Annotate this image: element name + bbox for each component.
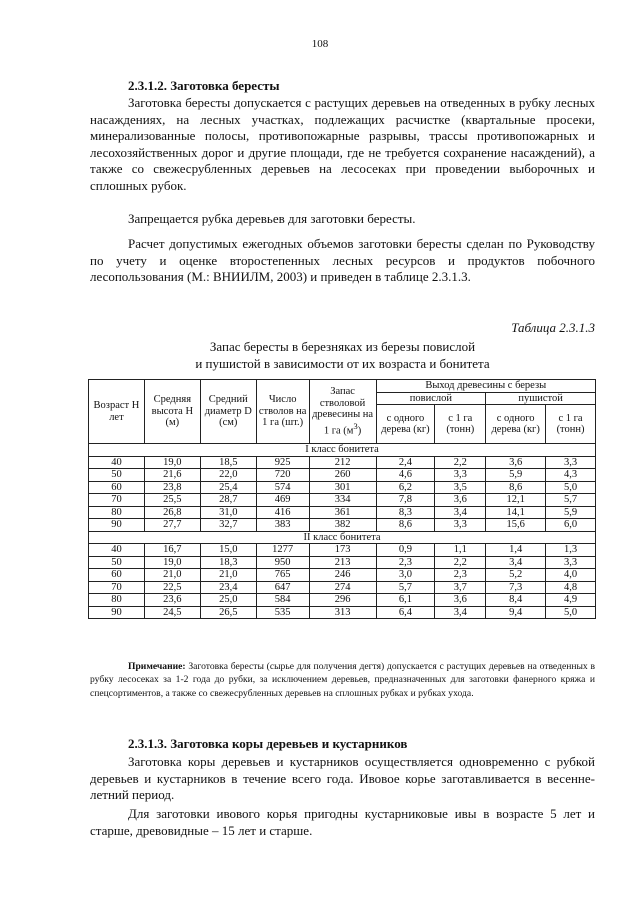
table-cell: 1,4 <box>486 544 546 557</box>
table-title-line-1: Запас бересты в березняках из березы повислой <box>209 339 476 354</box>
table-cell: 469 <box>256 494 309 507</box>
table-cell: 19,0 <box>144 456 200 469</box>
table-cell: 14,1 <box>486 506 546 519</box>
header-pendula-per-tree: с одного дерева (кг) <box>376 405 435 444</box>
birch-bark-table <box>88 379 596 619</box>
table-cell: 301 <box>309 481 376 494</box>
table-cell: 2,2 <box>435 456 486 469</box>
table-cell: 3,6 <box>486 456 546 469</box>
table-cell: 23,4 <box>200 581 256 594</box>
table-cell: 3,7 <box>435 581 486 594</box>
table-cell: 25,0 <box>200 594 256 607</box>
table-cell: 40 <box>89 456 145 469</box>
table-cell: 80 <box>89 594 145 607</box>
section-heading-bark: 2.3.1.3. Заготовка коры деревьев и кустарников <box>128 736 408 751</box>
table-cell: 25,4 <box>200 481 256 494</box>
table-title-line-2: и пушистой в зависимости от их возраста и бонитета <box>195 356 490 371</box>
header-pubescens-per-ha: с 1 га (тонн) <box>546 405 596 444</box>
table-cell: 9,4 <box>486 606 546 619</box>
table-cell: 5,2 <box>486 569 546 582</box>
table-cell: 50 <box>89 469 145 482</box>
table-cell: 4,9 <box>546 594 596 607</box>
table-row <box>89 606 596 619</box>
paragraph-willow-bark: Для заготовки ивового корья пригодны кустарниковые ивы в возрасте 5 лет и старше, древовидные – 15 лет и старше. <box>90 806 595 838</box>
table-cell: 2,3 <box>435 569 486 582</box>
table-cell: 50 <box>89 556 145 569</box>
table-cell: 535 <box>256 606 309 619</box>
page-number: 108 <box>311 38 329 50</box>
table-cell: 5,7 <box>546 494 596 507</box>
table-cell: 16,7 <box>144 544 200 557</box>
table-cell: 70 <box>89 494 145 507</box>
table-row <box>89 556 596 569</box>
table-cell: 274 <box>309 581 376 594</box>
table-cell: 15,0 <box>200 544 256 557</box>
table-cell: 3,4 <box>486 556 546 569</box>
table-cell: 925 <box>256 456 309 469</box>
table-cell: 60 <box>89 569 145 582</box>
table-cell: 40 <box>89 544 145 557</box>
header-pubescens: пушистой <box>486 392 596 405</box>
table-row <box>89 481 596 494</box>
table-cell: 765 <box>256 569 309 582</box>
header-tree-count: Число стволов на 1 га (шт.) <box>256 380 309 444</box>
table-cell: 3,4 <box>435 506 486 519</box>
table-row <box>89 544 596 557</box>
table-cell: 23,6 <box>144 594 200 607</box>
header-pendula: повислой <box>376 392 486 405</box>
table-cell: 1,1 <box>435 544 486 557</box>
table-cell: 213 <box>309 556 376 569</box>
table-cell: 3,3 <box>546 556 596 569</box>
table-cell: 21,0 <box>144 569 200 582</box>
table-cell: 22,5 <box>144 581 200 594</box>
table-note <box>90 660 595 700</box>
table-cell: 24,5 <box>144 606 200 619</box>
table-cell: 22,0 <box>200 469 256 482</box>
table-cell: 23,8 <box>144 481 200 494</box>
table-title <box>90 338 595 372</box>
table-cell: 5,7 <box>376 581 435 594</box>
table-cell: 1,3 <box>546 544 596 557</box>
table-row <box>89 594 596 607</box>
class-1-label: I класс бонитета <box>89 444 596 457</box>
table-cell: 647 <box>256 581 309 594</box>
table-row <box>89 581 596 594</box>
table-cell: 26,8 <box>144 506 200 519</box>
table-cell: 383 <box>256 519 309 532</box>
table-cell: 7,8 <box>376 494 435 507</box>
table-cell: 720 <box>256 469 309 482</box>
table-cell: 950 <box>256 556 309 569</box>
table-cell: 8,3 <box>376 506 435 519</box>
table-cell: 18,3 <box>200 556 256 569</box>
table-cell: 4,8 <box>546 581 596 594</box>
table-cell: 6,0 <box>546 519 596 532</box>
section-heading-birch-bark: 2.3.1.2. Заготовка бересты <box>128 78 280 93</box>
table-cell: 574 <box>256 481 309 494</box>
class-2-label: II класс бонитета <box>89 531 596 544</box>
table-cell: 80 <box>89 506 145 519</box>
table-cell: 19,0 <box>144 556 200 569</box>
note-label: Примечание: <box>128 661 186 672</box>
table-cell: 0,9 <box>376 544 435 557</box>
table-cell: 3,4 <box>435 606 486 619</box>
paragraph-birch-bark-rules: Заготовка бересты допускается с растущих деревьев на отведенных в рубку лесных насаждениях, на лесных участках, подлежащих расчистке (квартальные просеки, минерализованные полосы, противопожарные разрывы, трассы противопожарных и лесохозяйственных дорог и другие площади, где не требуется сохранение насаждений), а также со свежесрубленных деревьев на лесосеках при проведении выборочных и сплошных рубок. <box>90 95 595 193</box>
table-cell: 584 <box>256 594 309 607</box>
table-cell: 246 <box>309 569 376 582</box>
table-cell: 6,4 <box>376 606 435 619</box>
table-cell: 28,7 <box>200 494 256 507</box>
note-text: Заготовка бересты (сырье для получения дегтя) допускается с растущих деревьев на отведенных в рубку лесосеках за 1-2 года до рубки, за исключением деревьев, предназначенных для заготовки фанерного кряжа и спецсортиментов, а также со свежесрубленных деревьев на сплошных рубках и рубках ухода. <box>90 661 595 699</box>
table-cell: 90 <box>89 606 145 619</box>
paragraph-cutting-ban: Запрещается рубка деревьев для заготовки бересты. <box>128 211 416 226</box>
table-cell: 25,5 <box>144 494 200 507</box>
table-cell: 2,3 <box>376 556 435 569</box>
table-cell: 26,5 <box>200 606 256 619</box>
table-label: Таблица 2.3.1.3 <box>511 320 595 335</box>
table-row <box>89 569 596 582</box>
table-cell: 27,7 <box>144 519 200 532</box>
table-cell: 3,0 <box>376 569 435 582</box>
table-cell: 8,6 <box>376 519 435 532</box>
header-pendula-per-ha: с 1 га (тонн) <box>435 405 486 444</box>
table-cell: 60 <box>89 481 145 494</box>
header-diameter: Средний диаметр D (см) <box>200 380 256 444</box>
table-cell: 15,6 <box>486 519 546 532</box>
table-cell: 313 <box>309 606 376 619</box>
table-cell: 31,0 <box>200 506 256 519</box>
table-cell: 21,6 <box>144 469 200 482</box>
table-cell: 5,9 <box>486 469 546 482</box>
header-stock: Запас стволовой древесины на 1 га $(м^3)$ <box>309 380 376 444</box>
table-cell: 5,0 <box>546 481 596 494</box>
paragraph-bark-harvest: Заготовка коры деревьев и кустарников осуществляется одновременно с рубкой деревьев и кустарников в течение всего года. Ивовое корье заготавливается в весенне-летний период. <box>90 754 595 803</box>
table-cell: 8,4 <box>486 594 546 607</box>
table-cell: 7,3 <box>486 581 546 594</box>
table-cell: 3,3 <box>435 519 486 532</box>
table-cell: 3,3 <box>546 456 596 469</box>
table-cell: 12,1 <box>486 494 546 507</box>
table-cell: 212 <box>309 456 376 469</box>
header-height: Средняя высота Н (м) <box>144 380 200 444</box>
table-cell: 3,5 <box>435 481 486 494</box>
table-cell: 361 <box>309 506 376 519</box>
table-cell: 5,9 <box>546 506 596 519</box>
table-cell: 8,6 <box>486 481 546 494</box>
table-cell: 3,6 <box>435 494 486 507</box>
table-cell: 21,0 <box>200 569 256 582</box>
paragraph-calculation: Расчет допустимых ежегодных объемов заготовки бересты сделан по Руководству по учету и оценке второстепенных лесных ресурсов и продуктов побочного лесопользования (М.: ВНИИЛМ, 2003) и приведен в таблице 2.3.1.3. <box>90 236 595 285</box>
table-cell: 3,3 <box>435 469 486 482</box>
table-cell: 4,0 <box>546 569 596 582</box>
table-cell: 18,5 <box>200 456 256 469</box>
header-yield: Выход древесины с березы <box>376 380 595 393</box>
table-cell: 173 <box>309 544 376 557</box>
table-cell: 416 <box>256 506 309 519</box>
table-cell: 5,0 <box>546 606 596 619</box>
table-cell: 32,7 <box>200 519 256 532</box>
table-cell: 260 <box>309 469 376 482</box>
table-cell: 296 <box>309 594 376 607</box>
table-row <box>89 494 596 507</box>
table-cell: 70 <box>89 581 145 594</box>
table-cell: 382 <box>309 519 376 532</box>
table-row <box>89 469 596 482</box>
table-cell: 6,2 <box>376 481 435 494</box>
table-row <box>89 506 596 519</box>
table-cell: 90 <box>89 519 145 532</box>
table-cell: 1277 <box>256 544 309 557</box>
table-cell: 3,6 <box>435 594 486 607</box>
table-cell: 334 <box>309 494 376 507</box>
table-cell: 2,2 <box>435 556 486 569</box>
table-cell: 4,6 <box>376 469 435 482</box>
table-cell: 2,4 <box>376 456 435 469</box>
table-cell: 6,1 <box>376 594 435 607</box>
table-cell: 4,3 <box>546 469 596 482</box>
header-age: Возраст Н лет <box>89 380 145 444</box>
header-pubescens-per-tree: с одного дерева (кг) <box>486 405 546 444</box>
table-row <box>89 519 596 532</box>
table-row <box>89 456 596 469</box>
